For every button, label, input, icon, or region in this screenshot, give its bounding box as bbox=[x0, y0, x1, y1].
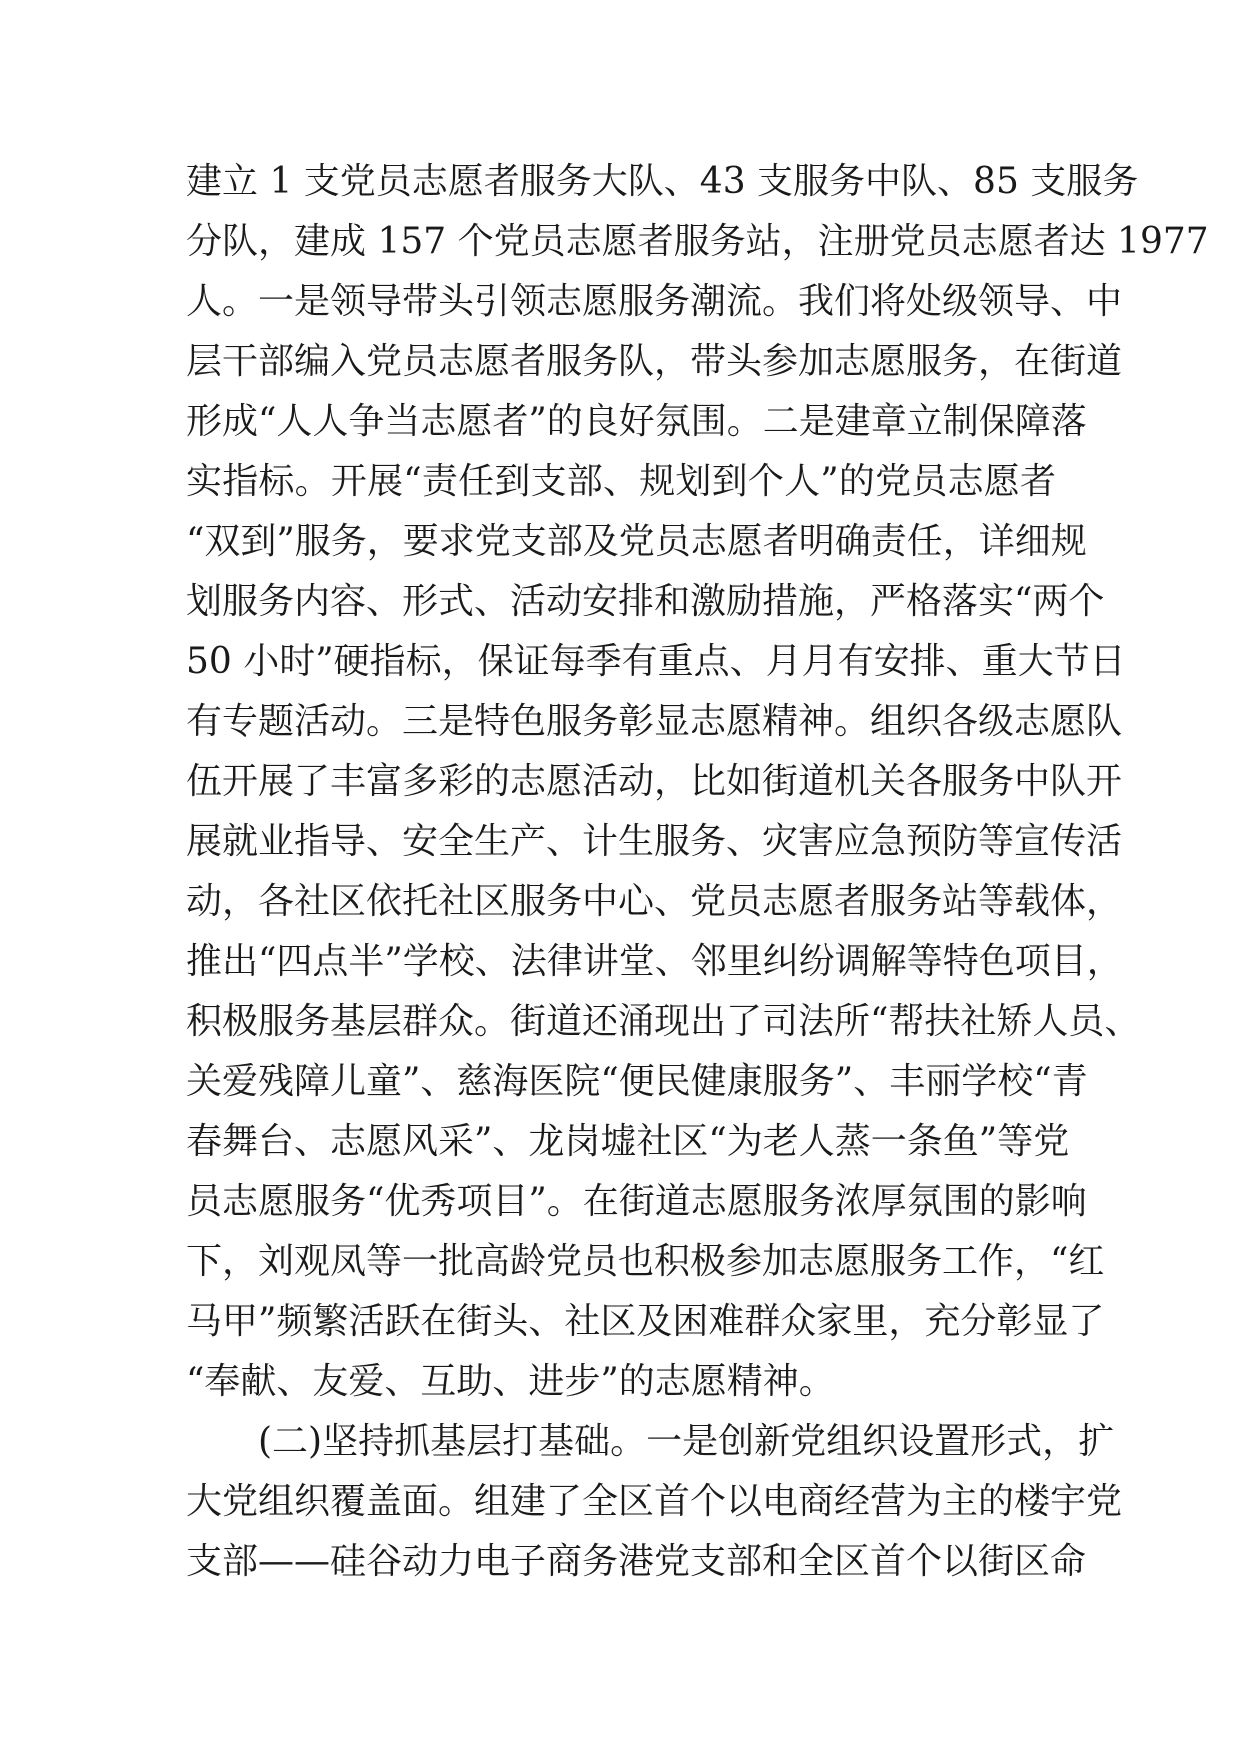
text-line: 推出“四点半”学校、法律讲堂、邻里纠纷调解等特色项目， bbox=[186, 941, 1123, 982]
body-text bbox=[186, 152, 1209, 1592]
text-line: 伍开展了丰富多彩的志愿活动，比如街道机关各服务中队开 bbox=[186, 761, 1123, 802]
text-line: 大党组织覆盖面。组建了全区首个以电商经营为主的楼宇党 bbox=[186, 1481, 1123, 1522]
text-line: 动，各社区依托社区服务中心、党员志愿者服务站等载体， bbox=[186, 881, 1123, 922]
text-line: 员志愿服务“优秀项目”。在街道志愿服务浓厚氛围的影响 bbox=[186, 1181, 1087, 1222]
text-line: 展就业指导、安全生产、计生服务、灾害应急预防等宣传活 bbox=[186, 821, 1123, 862]
text-line: 春舞台、志愿风采”、龙岗墟社区“为老人蒸一条鱼”等党 bbox=[186, 1121, 1070, 1162]
paragraph-end-line: “奉献、友爱、互助、进步”的志愿精神。 bbox=[186, 1361, 835, 1402]
text-line: 积极服务基层群众。街道还涌现出了司法所“帮扶社矫人员、 bbox=[186, 1001, 1141, 1042]
text-line: 划服务内容、形式、活动安排和激励措施，严格落实“两个 bbox=[186, 581, 1105, 622]
text-line: 关爱残障儿童”、慈海医院“便民健康服务”、丰丽学校“青 bbox=[186, 1061, 1088, 1102]
text-line: 建立 1 支党员志愿者服务大队、43 支服务中队、85 支服务 bbox=[186, 161, 1139, 202]
text-line: 分队，建成 157 个党员志愿者服务站，注册党员志愿者达 1977 bbox=[186, 221, 1209, 262]
text-line: 形成“人人争当志愿者”的良好氛围。二是建章立制保障落 bbox=[186, 401, 1087, 442]
text-line: 50 小时”硬指标，保证每季有重点、月月有安排、重大节日 bbox=[186, 641, 1126, 682]
section-heading-line: (二)坚持抓基层打基础。一是创新党组织设置形式，扩 bbox=[258, 1421, 1115, 1462]
text-line: 马甲”频繁活跃在街头、社区及困难群众家里，充分彰显了 bbox=[186, 1301, 1105, 1342]
text-line: 层干部编入党员志愿者服务队，带头参加志愿服务，在街道 bbox=[186, 341, 1123, 382]
text-line: 下，刘观凤等一批高龄党员也积极参加志愿服务工作，“红 bbox=[186, 1241, 1105, 1282]
text-line: 有专题活动。三是特色服务彰显志愿精神。组织各级志愿队 bbox=[186, 701, 1123, 742]
text-line: 支部——硅谷动力电子商务港党支部和全区首个以街区命 bbox=[186, 1541, 1087, 1582]
text-line: “双到”服务，要求党支部及党员志愿者明确责任，详细规 bbox=[186, 521, 1087, 562]
text-line: 人。一是领导带头引领志愿服务潮流。我们将处级领导、中 bbox=[186, 281, 1123, 322]
text-line: 实指标。开展“责任到支部、规划到个人”的党员志愿者 bbox=[186, 461, 1056, 502]
